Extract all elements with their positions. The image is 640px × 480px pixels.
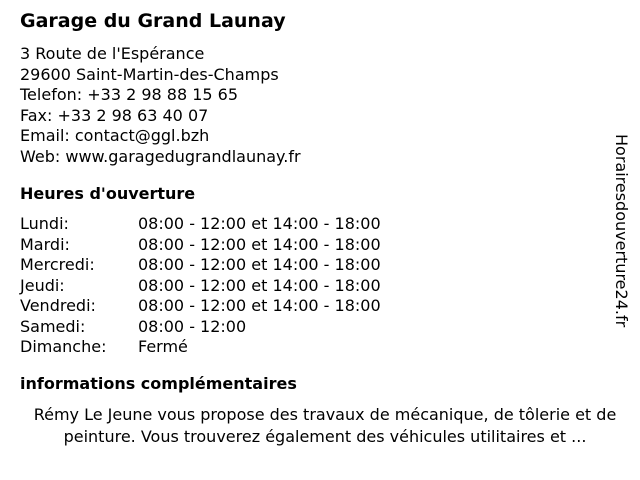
day-hours: 08:00 - 12:00 et 14:00 - 18:00	[138, 234, 381, 254]
address-line-1: 3 Route de l'Espérance	[20, 44, 205, 63]
fax-number: Fax: +33 2 98 63 40 07	[20, 105, 209, 125]
day-label: Jeudi:	[20, 275, 65, 295]
watermark-text: Horairesdouverture24.fr	[612, 134, 631, 328]
day-hours: 08:00 - 12:00 et 14:00 - 18:00	[138, 296, 381, 315]
day-label: Lundi:	[20, 214, 69, 233]
additional-info-text: Rémy Le Jeune vous propose des travaux de mécanique, de tôlerie et de peinture. Vous trouverez également des véhicules utilitaires et ...	[33, 405, 617, 446]
business-name: Garage du Grand Launay	[20, 10, 286, 32]
opening-hours-heading: Heures d'ouverture	[20, 184, 196, 203]
address-line-2: 29600 Saint-Martin-des-Champs	[20, 64, 279, 84]
email-address: Email: contact@ggl.bzh	[20, 126, 210, 145]
day-label: Mercredi:	[20, 255, 95, 274]
site-watermark	[612, 134, 634, 344]
website-url: Web: www.garagedugrandlaunay.fr	[20, 146, 301, 166]
day-label: Vendredi:	[20, 296, 96, 315]
day-label: Dimanche:	[20, 337, 107, 356]
phone-number: Telefon: +33 2 98 88 15 65	[20, 85, 239, 104]
day-hours: 08:00 - 12:00	[138, 316, 247, 336]
day-label: Samedi:	[20, 316, 86, 336]
day-hours: 08:00 - 12:00 et 14:00 - 18:00	[138, 275, 381, 295]
day-hours: 08:00 - 12:00 et 14:00 - 18:00	[138, 255, 381, 274]
day-hours: Fermé	[138, 337, 188, 356]
additional-info-heading: informations complémentaires	[20, 374, 297, 393]
day-label: Mardi:	[20, 234, 70, 254]
contact-block	[20, 44, 301, 167]
day-hours: 08:00 - 12:00 et 14:00 - 18:00	[138, 214, 381, 233]
